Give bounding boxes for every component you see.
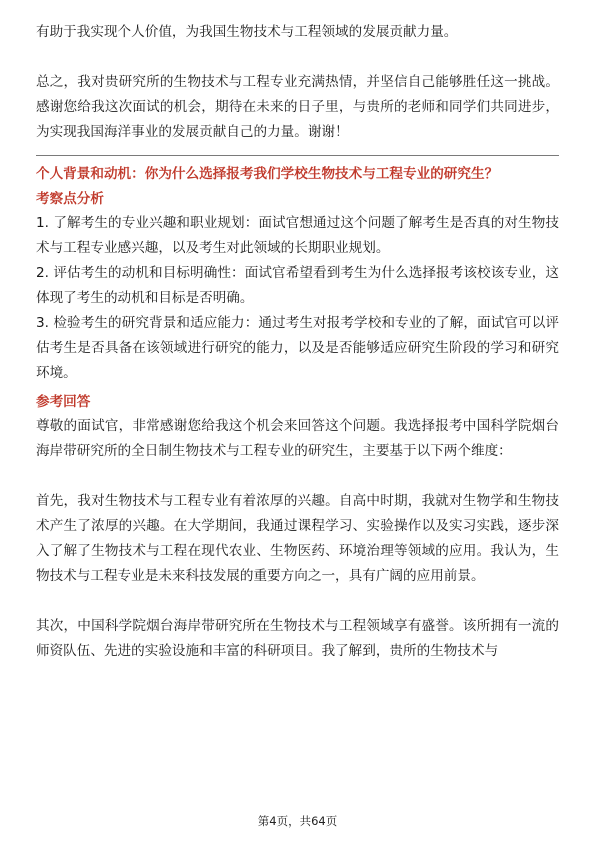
- analysis-heading: 考察点分析: [36, 191, 104, 207]
- answer-paragraph: 尊敬的面试官，非常感谢您给我这个机会来回答这个问题。我选择报考中国科学院烟台海岸带研究所的全日制生物技术与工程专业的研究生，主要基于以下两个维度：: [36, 418, 559, 459]
- section-divider: [36, 155, 559, 156]
- paragraph-gap: [36, 589, 559, 614]
- paragraph-gap: [36, 464, 559, 489]
- answer-paragraph: 首先，我对生物技术与工程专业有着浓厚的兴趣。自高中时期，我就对生物学和生物技术产生了浓厚的兴趣。在大学期间，我通过课程学习、实验操作以及实习实践，逐步深入了解了生物技术与工程在现代农业、生物医药、环境治理等领域的应用。我认为，生物技术与工程专业是未来科技发展的重要方向之一，具有广阔的应用前景。: [36, 493, 559, 584]
- answer-paragraph: 其次，中国科学院烟台海岸带研究所在生物技术与工程领域享有盛誉。该所拥有一流的师资队伍、先进的实验设施和丰富的科研项目。我了解到，贵所的生物技术与: [36, 618, 559, 659]
- analysis-item: 2. 评估考生的动机和目标明确性：面试官希望看到考生为什么选择报考该校该专业，这体现了考生的动机和目标是否明确。: [36, 265, 559, 306]
- question-title: 个人背景和动机：你为什么选择报考我们学校生物技术与工程专业的研究生？: [36, 166, 499, 182]
- answer-heading: 参考回答: [36, 394, 91, 410]
- analysis-item: 3. 检验考生的研究背景和适应能力：通过考生对报考学校和专业的了解，面试官可以评估考生是否具备在该领域进行研究的能力，以及是否能够适应研究生阶段的学习和研究环境。: [36, 315, 559, 381]
- document-page: [36, 20, 559, 664]
- page-number: 第4页，共64页: [257, 814, 338, 828]
- intro-paragraph: 有助于我实现个人价值，为我国生物技术与工程领域的发展贡献力量。: [36, 24, 458, 40]
- closing-paragraph: 总之，我对贵研究所的生物技术与工程专业充满热情，并坚信自己能够胜任这一挑战。感谢您给我这次面试的机会，期待在未来的日子里，与贵所的老师和同学们共同进步，为实现我国海洋事业的发展贡献自己的力量。谢谢！: [36, 74, 559, 140]
- analysis-item: 1. 了解考生的专业兴趣和职业规划：面试官想通过这个问题了解考生是否真的对生物技术与工程专业感兴趣，以及考生对此领域的长期职业规划。: [36, 215, 559, 256]
- paragraph-gap: [36, 45, 559, 70]
